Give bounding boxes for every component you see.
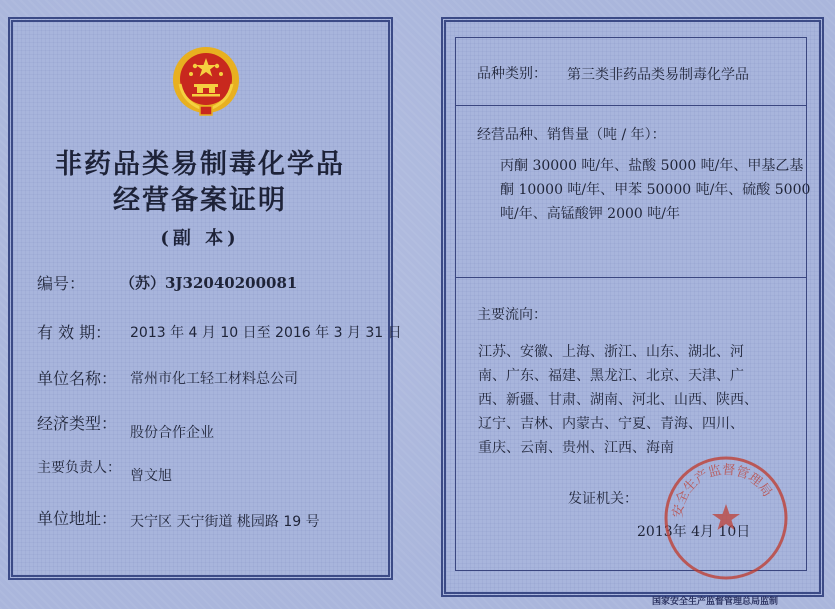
flow-text xyxy=(478,340,758,460)
divider-2 xyxy=(455,277,807,278)
title-line-1: 非药品类易制毒化学品 xyxy=(55,149,345,180)
flow-line-3: 西、新疆、甘肃、湖南、河北、山西、陕西、 xyxy=(478,392,758,408)
products-line-2: 酮 10000 吨/年、甲苯 50000 吨/年、硫酸 5000 xyxy=(500,182,811,198)
official-seal-icon xyxy=(660,452,792,584)
svg-text:安全生产监督管理局: 安全生产监督管理局 xyxy=(670,462,775,519)
products-line-3: 吨/年、高锰酸钾 2000 吨/年 xyxy=(500,206,680,222)
products-label: 经营品种、销售量（吨 / 年）： xyxy=(477,127,666,143)
field-value-company: 常州市化工轻工材料总公司 xyxy=(130,371,298,387)
flow-line-4: 辽宁、吉林、内蒙古、宁夏、青海、四川、 xyxy=(478,416,744,432)
issue-date: 2013年 4月 10日 xyxy=(637,524,751,540)
title-line-2: 经营备案证明 xyxy=(113,185,287,216)
products-line-1: 丙酮 30000 吨/年、盐酸 5000 吨/年、甲基乙基 xyxy=(500,158,804,174)
field-label-address: 单位地址： xyxy=(37,509,118,528)
flow-label: 主要流向： xyxy=(477,307,547,323)
field-value-number: （苏）3J32040200081 xyxy=(120,274,298,292)
field-value-validity: 2013 年 4 月 10 日至 2016 年 3 月 31 日 xyxy=(130,325,402,341)
national-emblem-icon xyxy=(170,44,242,118)
divider-1 xyxy=(455,105,807,106)
field-label-number: 编号： xyxy=(37,274,86,293)
field-label-econ-type: 经济类型： xyxy=(37,414,118,433)
category-value: 第三类非药品类易制毒化学品 xyxy=(567,67,749,83)
field-value-manager: 曾文旭 xyxy=(130,468,172,484)
category-label: 品种类别： xyxy=(477,66,547,82)
field-value-econ-type: 股份合作企业 xyxy=(130,425,214,441)
field-label-validity: 有 效 期： xyxy=(37,323,112,342)
footer-supervisor: 国家安全生产监督管理总局监制 xyxy=(652,597,779,607)
issuer-label: 发证机关： xyxy=(568,491,638,507)
title-line-3: (副 本) xyxy=(160,228,240,249)
field-label-company: 单位名称： xyxy=(37,369,118,388)
flow-line-2: 南、广东、福建、黑龙江、北京、天津、广 xyxy=(478,368,744,384)
field-value-address: 天宁区 天宁街道 桃园路 19 号 xyxy=(130,514,320,530)
field-label-manager: 主要负责人： xyxy=(37,460,121,476)
flow-line-5: 重庆、云南、贵州、江西、海南 xyxy=(478,440,674,456)
flow-line-1: 江苏、安徽、上海、浙江、山东、湖北、河 xyxy=(478,344,744,360)
products-text xyxy=(500,154,810,226)
